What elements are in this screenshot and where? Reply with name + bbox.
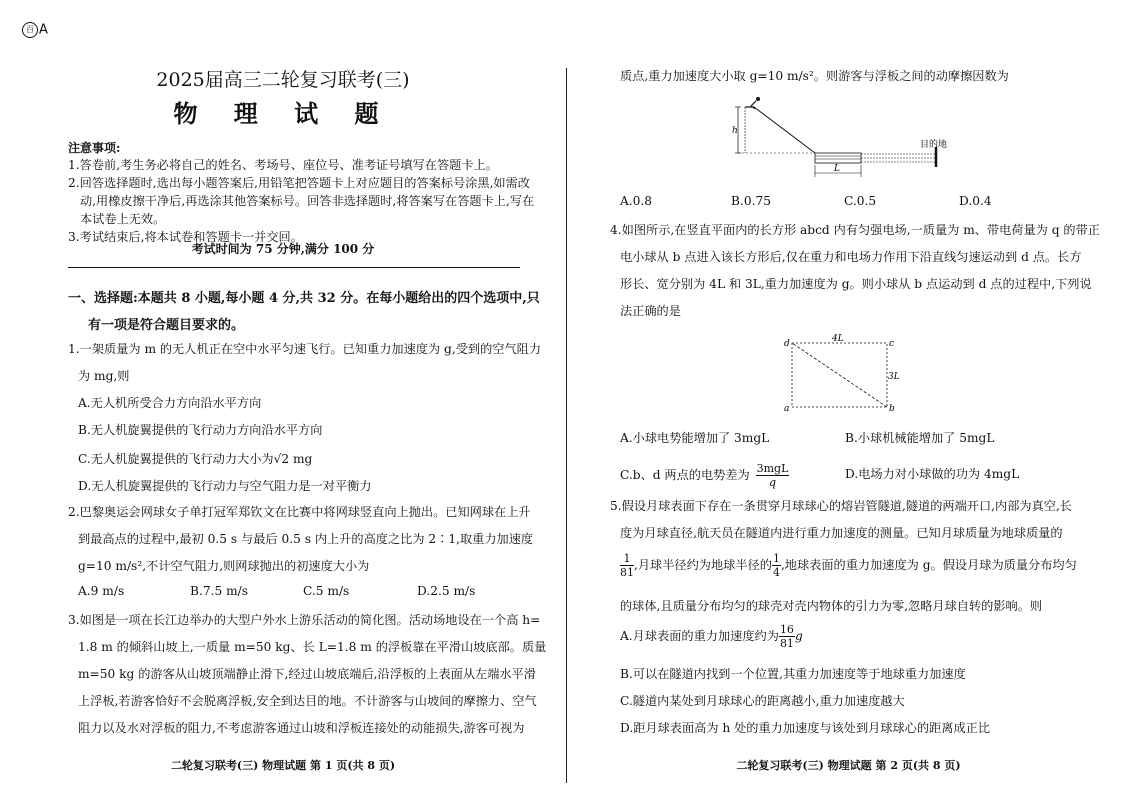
q3-option-d: D.0.4 xyxy=(959,194,992,208)
q3-option-a: A.0.8 xyxy=(620,194,653,208)
q5-stem: 度为月球直径,航天员在隧道内进行重力加速度的测量。已知月球质量为地球质量的 xyxy=(620,526,1063,540)
corner-label: A xyxy=(39,22,48,38)
destination-label: 目的地 xyxy=(920,140,948,150)
footer-left: 二轮复习联考(三) 物理试题 第 1 页(共 8 页) xyxy=(170,759,396,772)
footer-right: 二轮复习联考(三) 物理试题 第 2 页(共 8 页) xyxy=(736,759,961,772)
q4-option-c-text: C.b、d 两点的电势差为 xyxy=(620,468,750,482)
q5-stem-fraction-line xyxy=(620,552,1077,579)
length-label: L xyxy=(834,164,840,174)
fraction-denominator: 81 xyxy=(620,566,634,579)
q4-option-c-fraction xyxy=(756,462,790,489)
q5-stem: 5.假设月球表面下存在一条贯穿月球球心的熔岩管隧道,隧道的两端开口,内部为真空,长 xyxy=(610,499,1072,513)
q1-option-d: D.无人机旋翼提供的飞行动力与空气阻力是一对平衡力 xyxy=(78,479,372,493)
q2-stem: 2.巴黎奥运会网球女子单打冠军郑钦文在比赛中将网球竖直向上抛出。已知网球在上升 xyxy=(68,505,531,519)
fraction-denominator: 81 xyxy=(779,637,794,650)
q3-stem: 1.8 m 的倾斜山坡上,一质量 m=50 kg、长 L=1.8 m 的浮板靠在平滑山坡底部。质量 xyxy=(78,640,547,654)
q3-figure xyxy=(730,95,955,185)
exam-title: 2025届高三二轮复习联考(三) xyxy=(156,69,410,91)
q5-stem: 的球体,且质量分布均匀的球壳对壳内物体的引力为零,忽略月球自转的影响。则 xyxy=(620,599,1043,613)
q1-option-a: A.无人机所受合力方向沿水平方向 xyxy=(78,396,262,410)
q2-stem: 到最高点的过程中,最初 0.5 s 与最后 0.5 s 内上升的高度之比为 2∶1,取重力加速度 xyxy=(78,532,534,546)
fraction-numerator: 1 xyxy=(620,552,634,566)
column-divider xyxy=(566,68,567,783)
q4-option-b: B.小球机械能增加了 5mgL xyxy=(845,431,995,445)
q2-option-b: B.7.5 m/s xyxy=(190,584,249,598)
notice-line: 1.答卷前,考生务必将自己的姓名、考场号、座位号、准考证号填写在答题卡上。 xyxy=(68,158,498,172)
q2-option-d: D.2.5 m/s xyxy=(417,584,476,598)
section-header: 一、选择题:本题共 8 小题,每小题 4 分,共 32 分。在每小题给出的四个选项中,只 xyxy=(68,291,540,306)
q1-option-b: B.无人机旋翼提供的飞行动力方向沿水平方向 xyxy=(78,423,323,437)
float-board xyxy=(815,153,861,163)
q2-option-a: A.9 m/s xyxy=(78,584,125,598)
q4-stem: 形长、宽分别为 4L 和 3L,重力加速度为 g。则小球从 b 点运动到 d 点的过程中,下列说 xyxy=(620,277,1092,291)
q5-stem-text: ,地球表面的重力加速度为 g。假设月球为质量分布均匀 xyxy=(780,558,1077,572)
q5-fraction-mass xyxy=(620,552,634,579)
notice-line: 动,用橡皮擦干净后,再选涂其他答案标号。回答非选择题时,将答案写在答题卡上,写在 xyxy=(80,194,535,208)
q5-option-a xyxy=(620,623,803,650)
q4-stem: 4.如图所示,在竖直平面内的长方形 abcd 内有匀强电场,一质量为 m、带电荷量为 q 的带正 xyxy=(610,223,1100,237)
divider-line xyxy=(68,267,520,268)
height-label: h xyxy=(732,126,738,136)
hill-slope xyxy=(754,107,815,153)
q3-stem: 阻力以及水对浮板的阻力,不考虑游客通过山坡和浮板连接处的动能损失,游客可视为 xyxy=(78,721,525,735)
q5-option-a-text: A.月球表面的重力加速度约为 xyxy=(620,629,779,643)
q5-fraction-radius xyxy=(772,552,781,579)
corner-circle: 百 xyxy=(22,22,38,38)
q2-stem: g=10 m/s²,不计空气阻力,则网球抛出的初速度大小为 xyxy=(78,559,370,573)
corner-mark xyxy=(22,22,48,38)
person-icon xyxy=(756,97,760,101)
label-b: b xyxy=(889,404,895,414)
q4-option-a: A.小球电势能增加了 3mgL xyxy=(620,431,770,445)
q1-stem: 1.一架质量为 m 的无人机正在空中水平匀速飞行。已知重力加速度为 g,受到的空气阻力 xyxy=(68,342,542,356)
q5-option-b: B.可以在隧道内找到一个位置,其重力加速度等于地球重力加速度 xyxy=(620,667,966,681)
exam-time: 考试时间为 75 分钟,满分 100 分 xyxy=(191,242,375,256)
fraction-denominator: q xyxy=(768,476,777,489)
q1-option-c: C.无人机旋翼提供的飞行动力大小为√2 mg xyxy=(78,452,313,466)
notice-line: 2.回答选择题时,选出每小题答案后,用铅笔把答题卡上对应题目的答案标号涂黑,如需改 xyxy=(68,176,530,190)
q5-option-c: C.隧道内某处到月球球心的距离越小,重力加速度越大 xyxy=(620,694,905,708)
fraction-numerator: 16 xyxy=(779,623,794,636)
q5-option-a-fraction xyxy=(779,623,795,650)
q3-stem: 3.如图是一项在长江边举办的大型户外水上游乐活动的简化图。活动场地设在一个高 h= xyxy=(68,613,541,627)
label-a: a xyxy=(784,404,790,414)
notice-heading: 注意事项: xyxy=(68,141,121,155)
q3-option-b: B.0.75 xyxy=(731,194,771,208)
q4-stem: 电小球从 b 点进入该长方形后,仅在重力和电场力作用下沿直线匀速运动到 d 点。长方 xyxy=(620,250,1082,264)
notice-line: 本试卷上无效。 xyxy=(80,212,166,226)
label-d: d xyxy=(784,339,790,349)
q3-stem-cont: 质点,重力加速度大小取 g=10 m/s²。则游客与浮板之间的动摩擦因数为 xyxy=(620,69,1009,83)
q4-option-c xyxy=(620,462,789,489)
label-width: 3L xyxy=(888,372,900,382)
q3-option-c: C.0.5 xyxy=(844,194,877,208)
q4-figure xyxy=(780,330,910,415)
section-header-cont: 有一项是符合题目要求的。 xyxy=(88,318,245,333)
q3-stem: 上浮板,若游客恰好不会脱离浮板,安全到达目的地。不计游客与山坡间的摩擦力、空气 xyxy=(78,694,537,708)
q5-option-a-unit: g xyxy=(794,629,803,643)
q3-stem: m=50 kg 的游客从山坡顶端静止滑下,经过山坡底端后,沿浮板的上表面从左端水平滑 xyxy=(78,667,536,681)
q2-option-c: C.5 m/s xyxy=(303,584,350,598)
label-c: c xyxy=(889,339,895,349)
exam-subtitle: 物 理 试 题 xyxy=(173,99,393,128)
q5-option-d: D.距月球表面高为 h 处的重力加速度与该处到月球球心的距离成正比 xyxy=(620,721,991,735)
q1-stem: 为 mg,则 xyxy=(78,369,130,383)
fraction-numerator: 3mgL xyxy=(756,462,789,475)
fraction-denominator: 4 xyxy=(772,566,780,579)
path-bd xyxy=(792,343,887,407)
fraction-numerator: 1 xyxy=(772,552,780,565)
q5-stem-text: ,月球半径约为地球半径的 xyxy=(634,558,772,572)
q4-option-d: D.电场力对小球做的功为 4mgL xyxy=(845,467,1020,481)
label-length: 4L xyxy=(832,334,844,344)
notice-line: 3.考试结束后,将本试卷和答题卡一并交回。 xyxy=(68,230,303,244)
q4-stem: 法正确的是 xyxy=(620,304,681,318)
